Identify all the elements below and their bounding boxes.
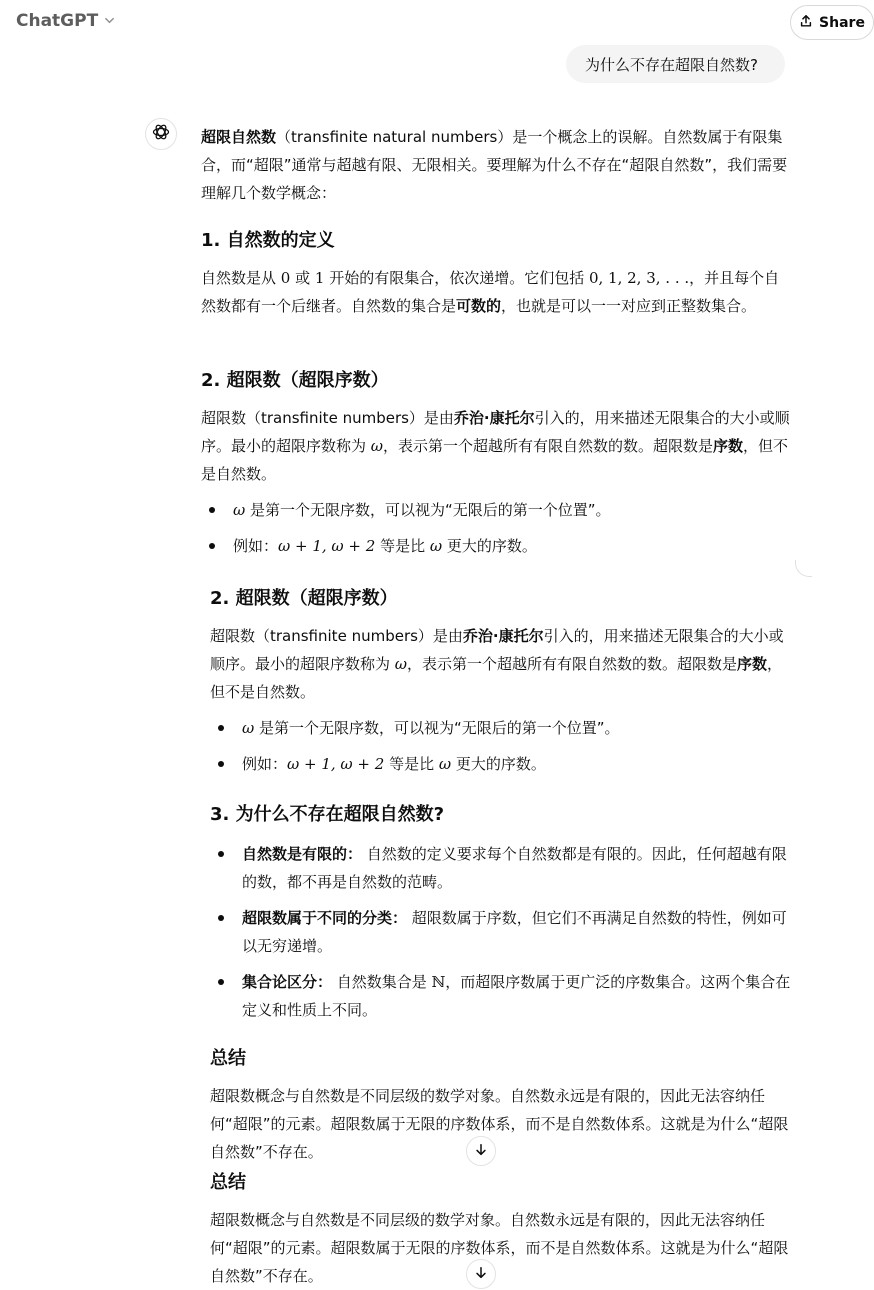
s2-bold-ord: 序数 (713, 437, 744, 455)
s2-b1-text: 是第一个无限序数，可以视为“无限后的第一个位置”。 (245, 501, 611, 519)
section2-list (201, 496, 791, 560)
summary-title: 总结 (210, 1048, 246, 1069)
summary-text: 超限数概念与自然数是不同层级的数学对象。自然数永远是有限的，因此无法容纳任何“超限”的元素。超限数属于无限的序数体系，而不是自然数体系。这就是为什么“超限自然数”不存在。 (210, 1211, 789, 1285)
model-selector[interactable] (16, 11, 115, 31)
list-item (210, 714, 795, 742)
s3-item1-bold: 自然数是有限的： (242, 845, 363, 863)
s1-t3: 开始的有限集合，依次递增。它们包括 (324, 269, 589, 287)
s3-item2-bold: 超限数属于不同的分类： (242, 909, 408, 927)
summary-section-1 (210, 1046, 790, 1166)
s2-b2-mid: 等是比 (384, 755, 439, 773)
s2-b1-omega: ω (233, 501, 246, 519)
section2-paragraph (201, 404, 791, 488)
share-button[interactable] (790, 5, 874, 40)
user-message-bubble (566, 45, 785, 83)
share-label: Share (819, 14, 865, 31)
section3-title: 3. 为什么不存在超限自然数? (210, 804, 445, 825)
s3-item1-text: 自然数的定义要求每个自然数都是有限的。因此，任何超越有限的数，都不再是自然数的范畴。 (242, 845, 787, 891)
s3-item3-post: ，而超限序数属于更广泛的序数集合。这两个集合在定义和性质上不同。 (242, 973, 791, 1019)
s1-bold: 可数的 (456, 297, 502, 315)
s1-t2: 或 (290, 269, 315, 287)
s2-b1-text: 是第一个无限序数，可以视为“无限后的第一个位置”。 (254, 719, 620, 737)
s2-t2: 引入的，用来描述无限集合的大小或顺序。最小的超限序数称为 (201, 409, 790, 455)
intro-paragraph (201, 123, 791, 207)
s2-b2-mid: 等是比 (375, 537, 430, 555)
list-item (210, 750, 795, 778)
section2-paragraph (210, 622, 795, 706)
section2-list (210, 714, 795, 778)
list-item (210, 968, 800, 1024)
list-item (201, 532, 791, 560)
s2-b2-math: ω + 1, ω + 2 (287, 755, 385, 773)
s2-b2-post: 更大的序数。 (442, 537, 537, 555)
openai-logo-icon (151, 122, 171, 146)
s1-math-seq: 0, 1, 2, 3, . . . (588, 269, 690, 287)
summary-title: 总结 (210, 1172, 246, 1193)
s2-bold-name: 乔治·康托尔 (453, 409, 535, 427)
share-icon (799, 14, 813, 32)
section-transfinite-1 (201, 368, 791, 568)
scroll-down-button[interactable] (466, 1136, 496, 1166)
list-item (210, 904, 800, 960)
chevron-down-icon (104, 15, 115, 29)
s2-b2-pre: 例如： (233, 537, 279, 555)
s2-omega: ω (394, 655, 408, 673)
s2-t2: 引入的，用来描述无限集合的大小或顺序。最小的超限序数称为 (210, 627, 784, 673)
bubble-corner (795, 560, 812, 577)
s2-t3: ，表示第一个超越所有有限自然数的数。超限数是 (383, 437, 714, 455)
section-why-not (210, 802, 800, 1032)
s2-b2-omega: ω (438, 755, 452, 773)
s2-b1-omega: ω (242, 719, 255, 737)
assistant-avatar (145, 118, 177, 150)
intro-text: （transfinite natural numbers）是一个概念上的误解。自然数属于有限集合，而“超限”通常与超越有限、无限相关。要理解为什么不存在“超限自然数”，我们需要理解几个数学概念： (201, 128, 788, 202)
s2-t4: ，但不是自然数。 (201, 437, 789, 483)
s2-b2-math: ω + 1, ω + 2 (278, 537, 376, 555)
section3-list (210, 840, 800, 1024)
s1-t4: ，并且每个自然数都有一个后继者。自然数的集合是 (201, 269, 780, 315)
s3-item3-math: ℕ (431, 973, 446, 991)
arrow-down-icon (474, 1142, 488, 1161)
s2-t1: 超限数（transfinite numbers）是由 (201, 409, 454, 427)
s1-t5: ，也就是可以一一对应到正整数集合。 (501, 297, 757, 315)
summary-section-2 (210, 1170, 790, 1290)
user-message-text: 为什么不存在超限自然数? (585, 55, 758, 74)
s2-b2-pre: 例如： (242, 755, 288, 773)
s2-bold-name: 乔治·康托尔 (462, 627, 544, 645)
section1-paragraph (201, 264, 791, 320)
section-transfinite-2 (210, 586, 795, 786)
s2-t3: ，表示第一个超越所有有限自然数的数。超限数是 (407, 655, 738, 673)
section2-title: 2. 超限数（超限序数） (201, 370, 389, 391)
s1-math-one: 1 (314, 269, 325, 287)
brand-label: ChatGPT (16, 11, 99, 31)
s2-t1: 超限数（transfinite numbers）是由 (210, 627, 463, 645)
section1-title: 1. 自然数的定义 (201, 230, 335, 251)
s2-omega: ω (370, 437, 384, 455)
list-item (210, 840, 800, 896)
s3-item2-text: 超限数属于序数，但它们不再满足自然数的特性，例如可以无穷递增。 (242, 909, 787, 955)
s1-t1: 自然数是从 (201, 269, 281, 287)
s2-bold-ord: 序数 (737, 655, 768, 673)
s3-item3-pre: 自然数集合是 (332, 973, 432, 991)
s1-math-zero: 0 (280, 269, 291, 287)
intro-bold: 超限自然数 (201, 128, 277, 146)
section-natural-numbers (201, 228, 791, 320)
s3-item3-bold: 集合论区分： (242, 973, 333, 991)
s2-t4: ，但不是自然数。 (210, 655, 783, 701)
s2-b2-omega: ω (429, 537, 443, 555)
s2-b2-post: 更大的序数。 (451, 755, 546, 773)
arrow-down-icon (474, 1265, 488, 1284)
section2-title: 2. 超限数（超限序数） (210, 588, 398, 609)
list-item (201, 496, 791, 524)
summary-text: 超限数概念与自然数是不同层级的数学对象。自然数永远是有限的，因此无法容纳任何“超限”的元素。超限数属于无限的序数体系，而不是自然数体系。这就是为什么“超限自然数”不存在。 (210, 1087, 789, 1161)
